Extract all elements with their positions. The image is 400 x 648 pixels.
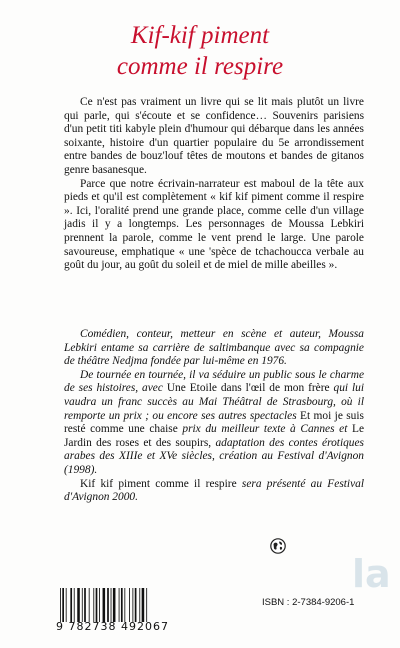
author-bio [64, 328, 364, 505]
isbn-label: ISBN : 2-7384-9206-1 [262, 597, 355, 608]
bio-p3-a: Kif kif piment comme il respire [80, 477, 237, 490]
bio-p2-g: adaptation des contes érotiques arabes des XIIIe et XVe siècles, création au Festival d'Avignon (1998). [64, 436, 364, 476]
blurb-paragraph-1: Ce n'est pas vraiment un livre qui se lit mais plutôt un livre qui parle, qui s'écoute et se confidence… Souvenirs parisiens d'un petit titi kabyle plein d'humour qui débarque dans les années soixante, histoire d'un quartier populaire du 5e arrondissement entre bandes de bouz'louf têtes de moutons et bandes de gitanos genre basanesque. [64, 96, 364, 176]
bio-paragraph-3 [64, 478, 364, 505]
blurb-paragraph-2: Parce que notre écrivain-narrateur est maboul de la tête aux pieds et qu'il est complètement « kif kif piment comme il respire ». Ici, l'oralité prend une grande place, comme celle d'un village jadis il y a longtemps. Les personnages de Moussa Lebkiri prennent la parole, comme le vent prend le large. Une parole savoureuse, emphatique « une 'spèce de tchachoucca verbale au goût du jour, au goût du soleil et de miel de mille abeilles ». [64, 177, 364, 272]
title-line-2: comme il respire [116, 53, 284, 80]
bio-paragraph-1: Comédien, conteur, metteur en scène et auteur, Moussa Lebkiri entame sa carrière de saltimbanque avec sa compagnie de théâtre Nedjma fondée par lui-même en 1976. [64, 328, 364, 368]
title-line-1: Kif-kif piment [130, 22, 270, 49]
barcode-digits: 9 782738 492067 [56, 620, 169, 633]
bio-p2-d: Et moi je suis resté comme une chaise [64, 409, 364, 436]
barcode [60, 588, 180, 622]
ghost-text: la [352, 552, 391, 596]
bio-p2-c: qui lui vaudra un franc succès au Mai Théâtral de Strasbourg, où il remporte un prix ; ou encore ses autres spectacles [64, 382, 364, 422]
bio-p2-a: De tournée en tournée, il va séduire un public sous le charme de ses histoires, avec [64, 368, 364, 395]
bio-p2-b: Une Etoile dans l'œil de mon frère [166, 382, 330, 395]
blurb [64, 96, 364, 273]
bio-p2-f: Le Jardin des roses et des soupirs, [64, 423, 364, 449]
bio-p2-e: prix du meilleur texte à Cannes et [177, 423, 352, 436]
book-title [0, 20, 400, 82]
bio-paragraph-2 [64, 369, 364, 478]
publisher-globe-icon [270, 538, 286, 554]
bio-p3-b: sera présenté au Festival d'Avignon 2000. [64, 477, 365, 504]
